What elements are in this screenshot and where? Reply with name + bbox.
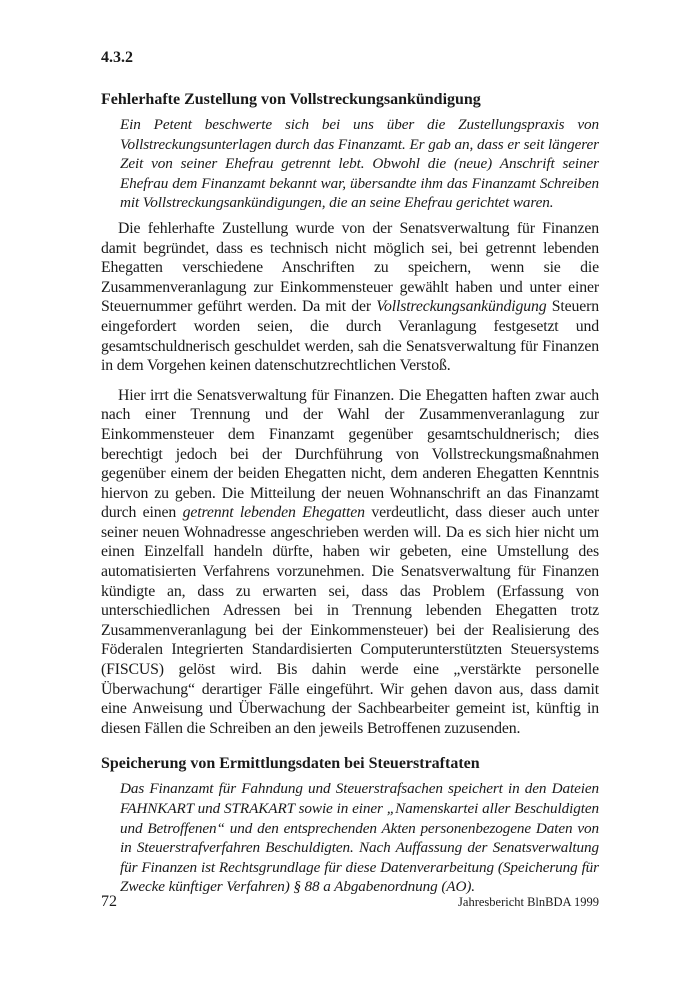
paragraph-text: Die fehlerhafte Zustellung wurde von der Senatsverwaltung für Finanzen damit begründet, dass es technisch nicht möglich sei, bei getrennt lebenden Ehegatten verschiedene Anschriften zu speichern, wenn sie die Zusammenveranlagung zur Einkommensteuer gewählt haben und unter einer Steuernummer geführt werden. Da mit der bbox=[101, 219, 599, 316]
paragraph-text: verdeutlicht, dass dieser auch unter seiner neuen Wohnadresse angeschrieben werden will. Da es sich hier nicht um einen Einzelfall handeln dürfte, haben wir gebeten, eine Umstellung des automatisierten Verfahrens vorzunehmen. Die Senatsverwaltung für Finanzen kündigte an, dass zu erwarten sei, dass das Problem (Erfassung von unterschiedlichen Adressen bei in Trennung lebenden Ehegatten trotz Zusammenveranlagung bei der Einkommensteuer) bei der Realisierung des Föderalen Integrierten Standardisierten Computerunterstützten Steuersystems (FISCUS) gelöst wird. Bis dahin werde eine „verstärkte personelle Überwachung“ derartiger Fälle eingeführt. Wir gehen davon aus, dass damit eine Anweisung und Überwachung der Sachbearbeiter gemeint ist, künftig in diesen Fällen die Schreiben an den jeweils Betroffenen zuzusenden. bbox=[101, 504, 600, 737]
paragraph-stellungnahme bbox=[101, 386, 599, 739]
section-heading-zustellung: Fehlerhafte Zustellung von Vollstreckungsankündigung bbox=[101, 91, 481, 108]
paragraph-text: Hier irrt die Senatsverwaltung für Finanzen. Die Ehegatten haften zwar auch nach einer Trennung und der Wahl der Zusammenveranlagung zur Einkommensteuer dem Finanzamt gegenüber gesamtschuldnerisch; dies berechtigt jedoch bei der Durchführung von Vollstreckungsmaßnahmen gegenüber einem der beiden Ehegatten nicht, dem anderen Ehegatten Kenntnis hiervon zu geben. Die Mitteilung der neuen Wohnanschrift an das Finanzamt durch einen bbox=[101, 386, 599, 522]
paragraph-text: Steuern eingefordert worden seien, die durch Veranlagung festgesetzt und gesamtschuldnerisch geschuldet werden, sah die Senatsverwaltung für Finanzen in dem Vorgehen keinen datenschutzrechtlichen Verstoß. bbox=[101, 298, 599, 375]
page-footer bbox=[101, 893, 599, 911]
summary-zustellung: Ein Petent beschwerte sich bei uns über die Zustellungspraxis von Vollstreckungsunterlagen durch das Finanzamt. Er gab an, dass er seit längerer Zeit von seiner Ehefrau getrennt lebt. Obwohl die (neue) Anschrift seiner Ehefrau dem Finanzamt bekannt war, übersandte ihm das Finanzamt Schreiben mit Vollstreckungsankündigungen, die an seine Ehefrau gerichtet waren. bbox=[120, 116, 599, 212]
section-heading-ermittlungsdaten: Speicherung von Ermittlungsdaten bei Steuerstraftaten bbox=[101, 755, 480, 773]
paragraph-senatsverwaltung-begruendung bbox=[101, 219, 599, 376]
document-page bbox=[101, 48, 599, 897]
emphasis-text: getrennt lebenden Ehegatten bbox=[182, 504, 365, 522]
footer-title: Jahresbericht BlnBDA 1999 bbox=[458, 895, 599, 909]
page-number: 72 bbox=[101, 893, 117, 910]
emphasis-text: Vollstreckungsankündigung bbox=[376, 298, 547, 316]
summary-ermittlungsdaten: Das Finanzamt für Fahndung und Steuerstrafsachen speichert in den Dateien FAHNKART und STRAKART sowie in einer „Namenskartei aller Beschuldigten und Betroffenen“ und den entsprechenden Akten personenbezogene Daten von in Steuerstrafverfahren Beschuldigten. Nach Auffassung der Senatsverwaltung für Finanzen ist Rechtsgrundlage für diese Datenverarbeitung (Speicherung für Zwecke künftiger Verfahren) § 88 a Abgabenordnung (AO). bbox=[120, 780, 599, 896]
section-number: 4.3.2 bbox=[101, 49, 133, 66]
